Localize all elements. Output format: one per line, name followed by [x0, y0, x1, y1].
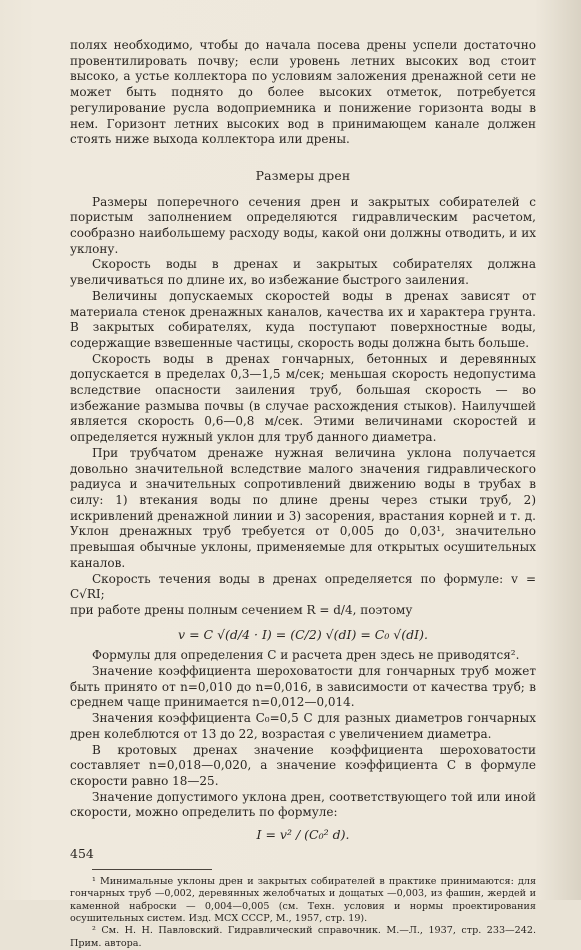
footnote-divider: [92, 869, 212, 870]
paragraph-slope: При трубчатом дренаже нужная величина уклона получается довольно значительной вследствие малого значения гидравлического радиуса и значительных сопротивлений движению воды в трубах в силу: 1) втекания воды по длине дрены через стыки труб, 2) искривлений дренажной линии и 3) засорения, врастания корней и т. д. Уклон дренажных труб требуется от 0,005 до 0,03¹, значительно превышая обычные уклоны, применяемые для открытых осушительных каналов.: [70, 445, 536, 570]
slope-formula: I = v² / (C₀² d).: [256, 827, 350, 843]
paragraph-allowed-velocities: Величины допускаемых скоростей воды в дренах зависят от материала стенок дренажных каналов, качества их и характера грунта. В закрытых собирателях, куда поступают поверхностные воды, содержащие взвешенные частицы, скорость воды должна быть больше.: [70, 288, 536, 350]
paragraph-cross-section: Размеры поперечного сечения дрен и закрытых собирателей с пористым заполнением определяются гидравлическим расчетом, сообразно наибольшему расходу воды, какой они должны отводить, и их уклону.: [70, 194, 536, 256]
paragraph-mole-drains: В кротовых дренах значение коэффициента шероховатости составляет n=0,018—0,020, а значение коэффициента C в формуле скорости равно 18—25.: [70, 742, 536, 788]
paragraph-c0: Значения коэффициента C₀=0,5 C для разных диаметров гончарных дрен колеблются от 13 до 22, возрастая с увеличением диаметра.: [70, 711, 536, 741]
page-content: [70, 38, 536, 950]
section-heading: Размеры дрен: [255, 167, 351, 183]
footnotes: [70, 876, 536, 950]
paragraph-slope-formula-intro: Значение допустимого уклона дрен, соответствующего той или иной скорости, можно определить по формуле:: [70, 789, 536, 820]
velocity-formula-line: Скорость течения воды в дренах определяется по формуле: v = C√RI;: [70, 571, 536, 602]
top-paragraph: полях необходимо, чтобы до начала посева дрены успели достаточно провентилировать почву; если уровень летних высоких вод стоит высоко, а устье коллектора по условиям заложения дренажной сети не может быть поднято до более высоких отметок, потребуется регулирование русла водоприемника и понижение горизонта воды в нем. Горизонт летних высоких вод в принимающем канале должен стоять ниже выхода коллектора или дрены.: [70, 38, 536, 147]
full-section-line: при работе дрены полным сечением R = d/4, поэтому: [70, 602, 413, 617]
paragraph-velocity-limits: Скорость воды в дренах гончарных, бетонных и деревянных допускается в пределах 0,3—1,5 м/сек; меньшая скорость недопустима вследствие опасности заиления труб, большая скорость — во избежание размыва почвы (в случае расхождения стыков). Наилучшей является скорость 0,6—0,8 м/сек. Этими величинами скоростей и определяется нужный уклон для труб данного диаметра.: [70, 351, 536, 445]
main-formula: v = C √(d/4 · I) = (C/2) √(dI) = C₀ √(dI).: [178, 626, 428, 642]
footnote-2: ² См. Н. Н. Павловский. Гидравлический справочник. М.—Л., 1937, стр. 233—242. Прим. автора.: [70, 925, 536, 949]
paragraph-formulas-note: Формулы для определения C и расчета дрен здесь не приводятся².: [92, 648, 520, 663]
footnote-1: ¹ Минимальные уклоны дрен и закрытых собирателей в практике принимаются: для гончарных труб —0,002, деревянных желобчатых и дощатых —0,003, из фашин, жердей и каменной наброски — 0,004—0,005 (см. Техн. условия и нормы проектирования осушительных систем. Изд. МСХ СССР, М., 1957, стр. 19).: [70, 875, 536, 924]
paragraph-velocity-increase: Скорость воды в дренах и закрытых собирателях должна увеличиваться по длине их, во избежание быстрого заиления.: [70, 257, 536, 288]
page-number: 454: [70, 846, 94, 861]
paragraph-roughness: Значение коэффициента шероховатости для гончарных труб может быть принято от n=0,010 до n=0,016, в зависимости от качества труб; в среднем чаще принимается n=0,012—0,014.: [70, 664, 536, 710]
